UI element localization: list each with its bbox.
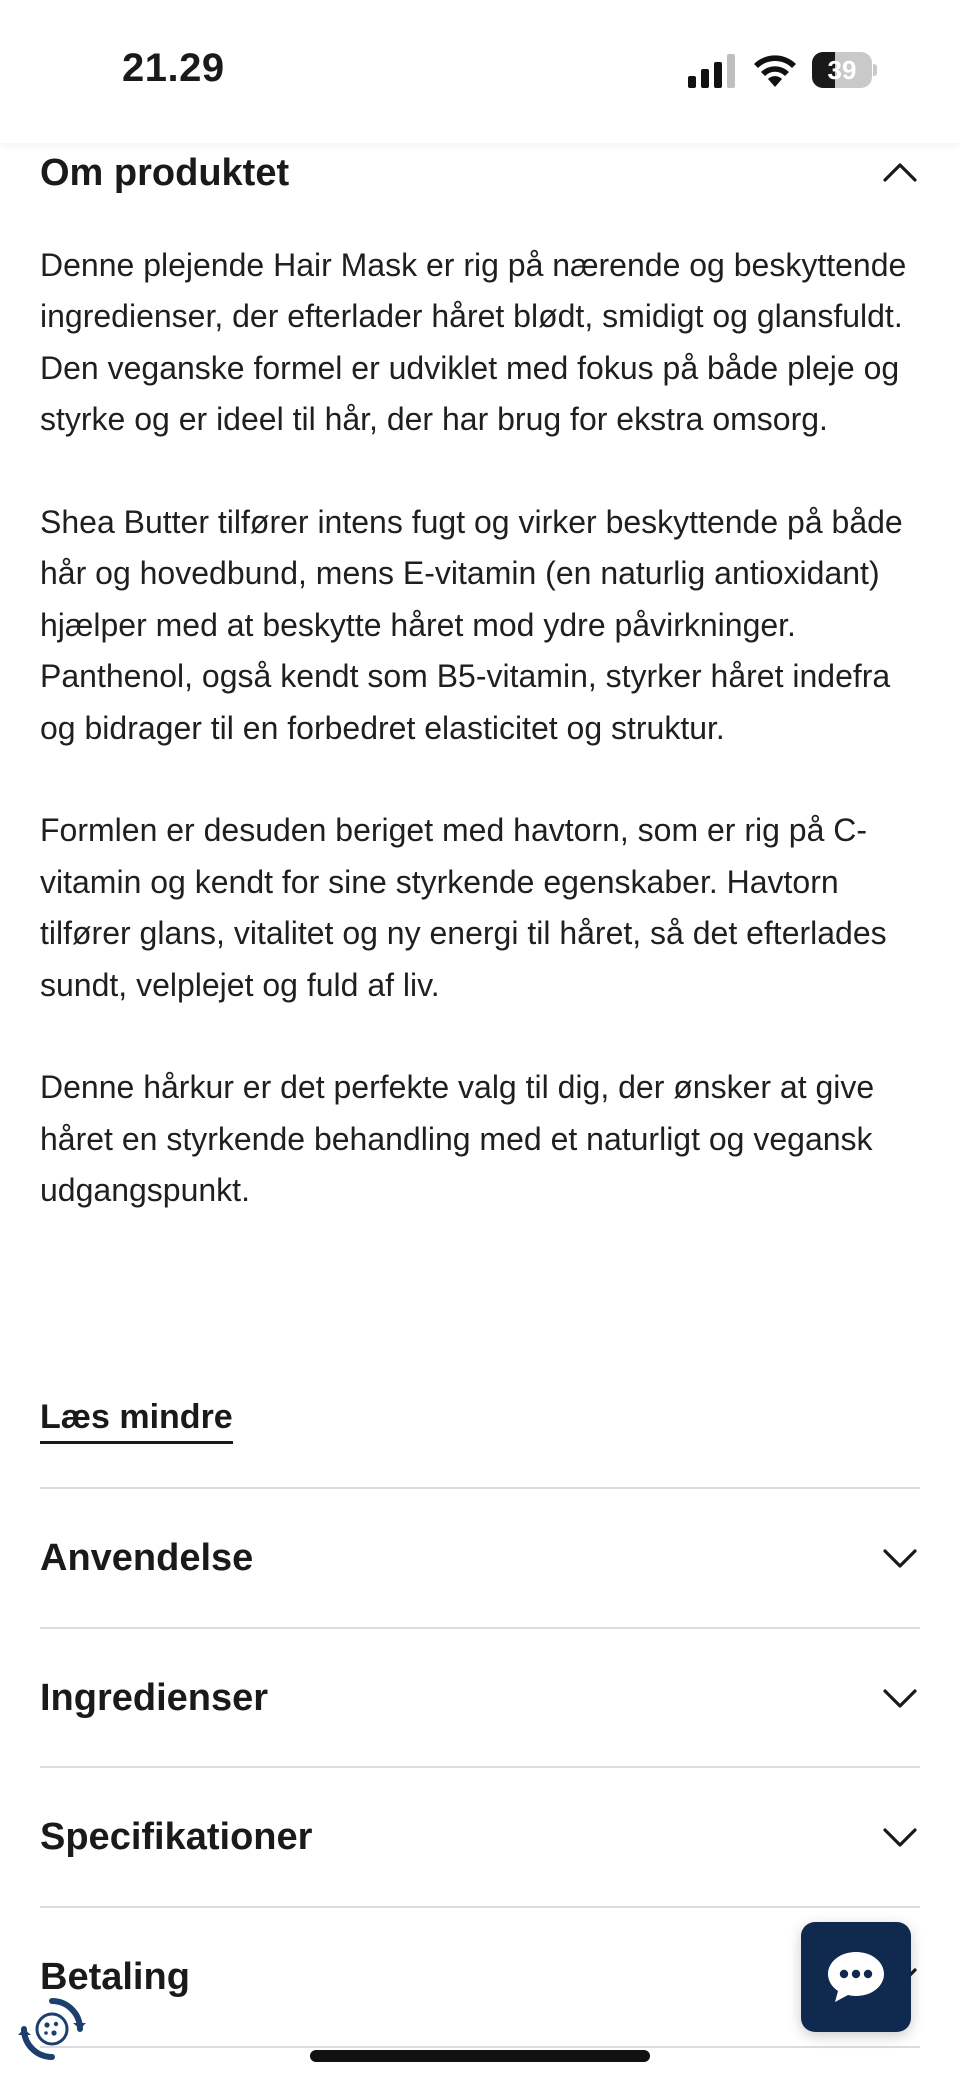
- chevron-up-icon[interactable]: [880, 153, 920, 193]
- about-section-title: Om produktet: [40, 151, 290, 194]
- product-description: [40, 240, 930, 1268]
- description-paragraph: Denne hårkur er det perfekte valg til dig, der ønsker at give håret en styrkende behandling med et naturligt og vegansk udgangspunkt.: [40, 1069, 875, 1209]
- status-time: 21.29: [122, 46, 225, 90]
- accordion-specifikationer[interactable]: [40, 1792, 920, 1882]
- accordion-title: Specifikationer: [40, 1815, 313, 1858]
- battery-level: 39: [827, 55, 857, 85]
- status-bar: [0, 0, 960, 143]
- chevron-down-icon[interactable]: [880, 1817, 920, 1857]
- chevron-down-icon[interactable]: [880, 1678, 920, 1718]
- cookie-settings-icon[interactable]: [18, 1995, 86, 2063]
- chat-bubble-icon: [825, 1949, 887, 2005]
- cellular-signal-icon: [688, 54, 736, 88]
- accordion-betaling[interactable]: [40, 1932, 920, 2022]
- divider: [40, 1487, 920, 1489]
- description-paragraph: Formlen er desuden beriget med havtorn, som er rig på C-vitamin og kendt for sine styrkende egenskaber. Havtorn tilfører glans, vitalitet og ny energi til håret, så det efterlades sundt, velplejet og fuld af liv.: [40, 812, 887, 1003]
- divider: [40, 1627, 920, 1629]
- read-less-link[interactable]: Læs mindre: [40, 1398, 233, 1444]
- divider: [40, 2046, 920, 2048]
- description-paragraph: Shea Butter tilfører intens fugt og virker beskyttende på både hår og hovedbund, mens E-vitamin (en naturlig antioxidant) hjælper med at beskytte håret mod ydre påvirkninger. Panthenol, også kendt som B5-vitamin, styrker håret indefra og bidrager til en forbedret elasticitet og struktur.: [40, 504, 903, 746]
- accordion-ingredienser[interactable]: [40, 1653, 920, 1743]
- divider: [40, 1766, 920, 1768]
- chevron-down-icon[interactable]: [880, 1538, 920, 1578]
- chat-button[interactable]: [801, 1922, 911, 2032]
- battery-icon: [812, 52, 876, 88]
- accordion-title: Betaling: [40, 1955, 190, 1998]
- accordion-title: Ingredienser: [40, 1676, 269, 1719]
- about-section-header[interactable]: [40, 143, 920, 203]
- accordion-anvendelse[interactable]: [40, 1513, 920, 1603]
- wifi-icon: [752, 52, 798, 88]
- divider: [40, 1906, 920, 1908]
- accordion-title: Anvendelse: [40, 1536, 254, 1579]
- description-paragraph: Denne plejende Hair Mask er rig på nærende og beskyttende ingredienser, der efterlader håret blødt, smidigt og glansfuldt. Den veganske formel er udviklet med fokus på både pleje og styrke og er ideel til hår, der har brug for ekstra omsorg.: [40, 247, 907, 438]
- home-indicator: [310, 2050, 650, 2062]
